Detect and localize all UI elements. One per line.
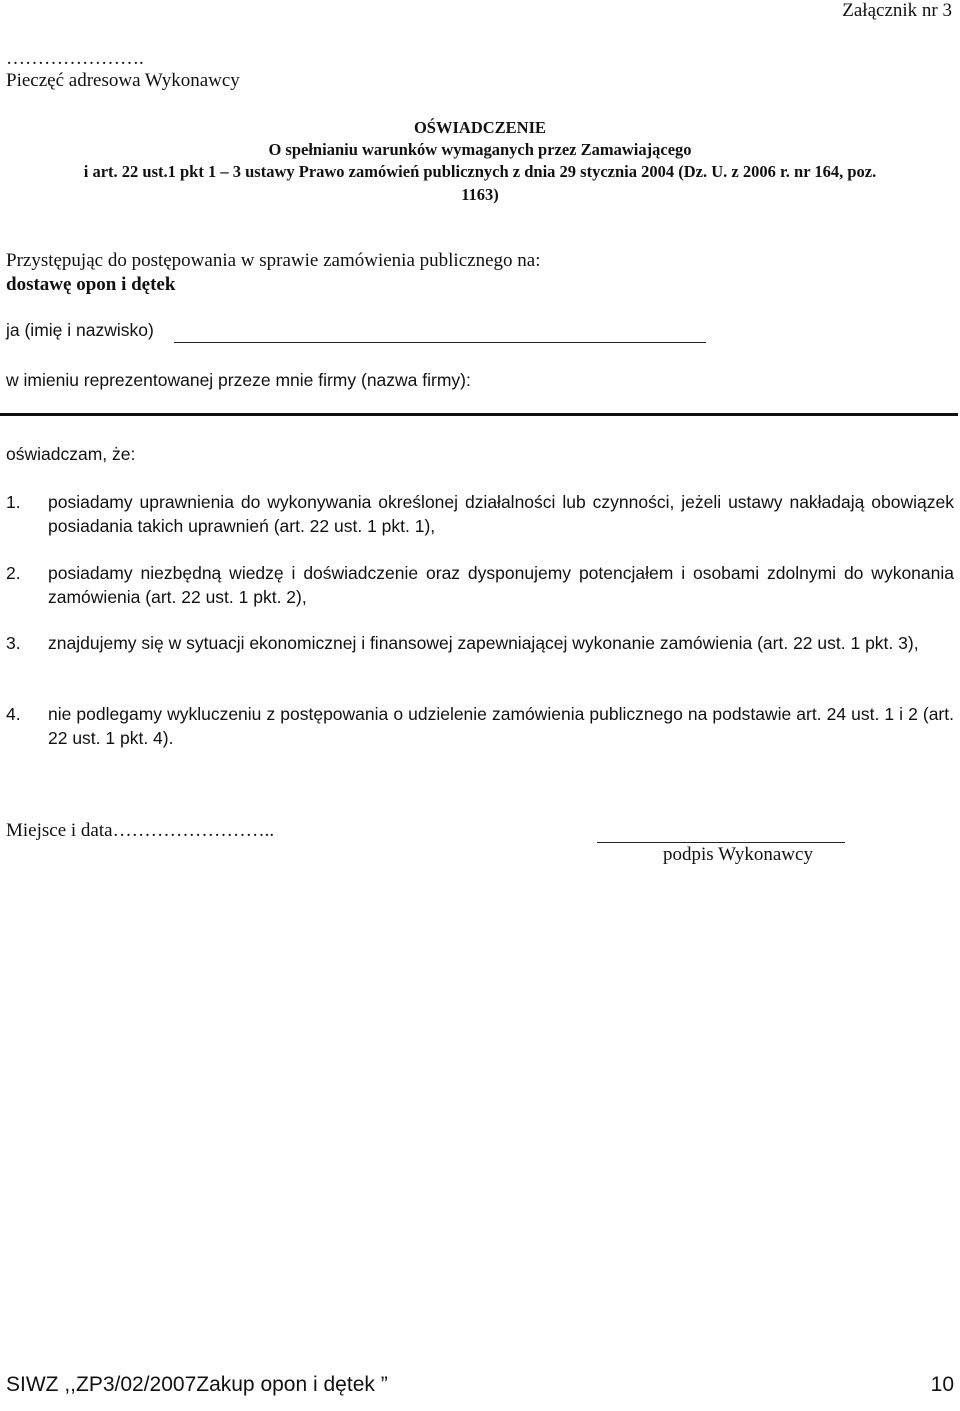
declaration-item	[6, 561, 954, 609]
item-text: nie podlegamy wykluczeniu z postępowania o udzielenie zamówienia publicznego na podstawie art. 24 ust. 1 i 2 (art. 22 ust. 1 pkt. 4).	[48, 704, 954, 748]
item-number: 4.	[6, 704, 21, 724]
firm-fill-line	[0, 413, 958, 416]
item-number: 3.	[6, 633, 21, 653]
law-reference-line-2: 1163)	[461, 185, 499, 204]
place-date-label: Miejsce i data……………………..	[6, 820, 275, 841]
name-label: ja (imię i nazwisko)	[6, 320, 154, 340]
document-subtitle: O spełnianiu warunków wymaganych przez Zamawiającego	[268, 140, 692, 159]
declaration-lead: oświadczam, że:	[6, 444, 136, 464]
item-text: posiadamy uprawnienia do wykonywania określonej działalności lub czynności, jeżeli ustawy nakładają obowiązek posiadania takich uprawnień (art. 22 ust. 1 pkt. 1),	[48, 492, 954, 536]
order-subject: dostawę opon i dętek	[6, 274, 176, 295]
intro-text: Przystępując do postępowania w sprawie zamówienia publicznego na:	[6, 250, 541, 271]
item-text: posiadamy niezbędną wiedzę i doświadczenie oraz dysponujemy potencjałem i osobami zdolnymi do wykonania zamówienia (art. 22 ust. 1 pkt. 2),	[48, 563, 954, 607]
declaration-item	[6, 702, 954, 750]
firm-label: w imieniu reprezentowanej przeze mnie firmy (nazwa firmy):	[6, 370, 471, 390]
item-number: 1.	[6, 492, 21, 512]
page-number: 10	[930, 1373, 954, 1396]
declaration-item	[6, 490, 954, 538]
attachment-label: Załącznik nr 3	[842, 0, 952, 21]
footer-reference: SIWZ ,,ZP3/02/2007Zakup opon i dętek ”	[6, 1373, 388, 1396]
signature-label: podpis Wykonawcy	[663, 844, 813, 865]
stamp-dots: ………………….	[6, 48, 144, 69]
signature-line	[597, 842, 845, 843]
item-text: znajdujemy się w sytuacji ekonomicznej i finansowej zapewniającej wykonanie zamówienia (art. 22 ust. 1 pkt. 3),	[48, 633, 919, 653]
law-reference-line-1: i art. 22 ust.1 pkt 1 – 3 ustawy Prawo zamówień publicznych z dnia 29 stycznia 2004 (Dz. U. z 2006 r. nr 164, poz.	[83, 162, 877, 181]
stamp-label: Pieczęć adresowa Wykonawcy	[6, 70, 240, 91]
declaration-item	[6, 631, 954, 655]
name-fill-line	[174, 342, 706, 343]
document-title: OŚWIADCZENIE	[413, 118, 547, 137]
item-number: 2.	[6, 563, 21, 583]
